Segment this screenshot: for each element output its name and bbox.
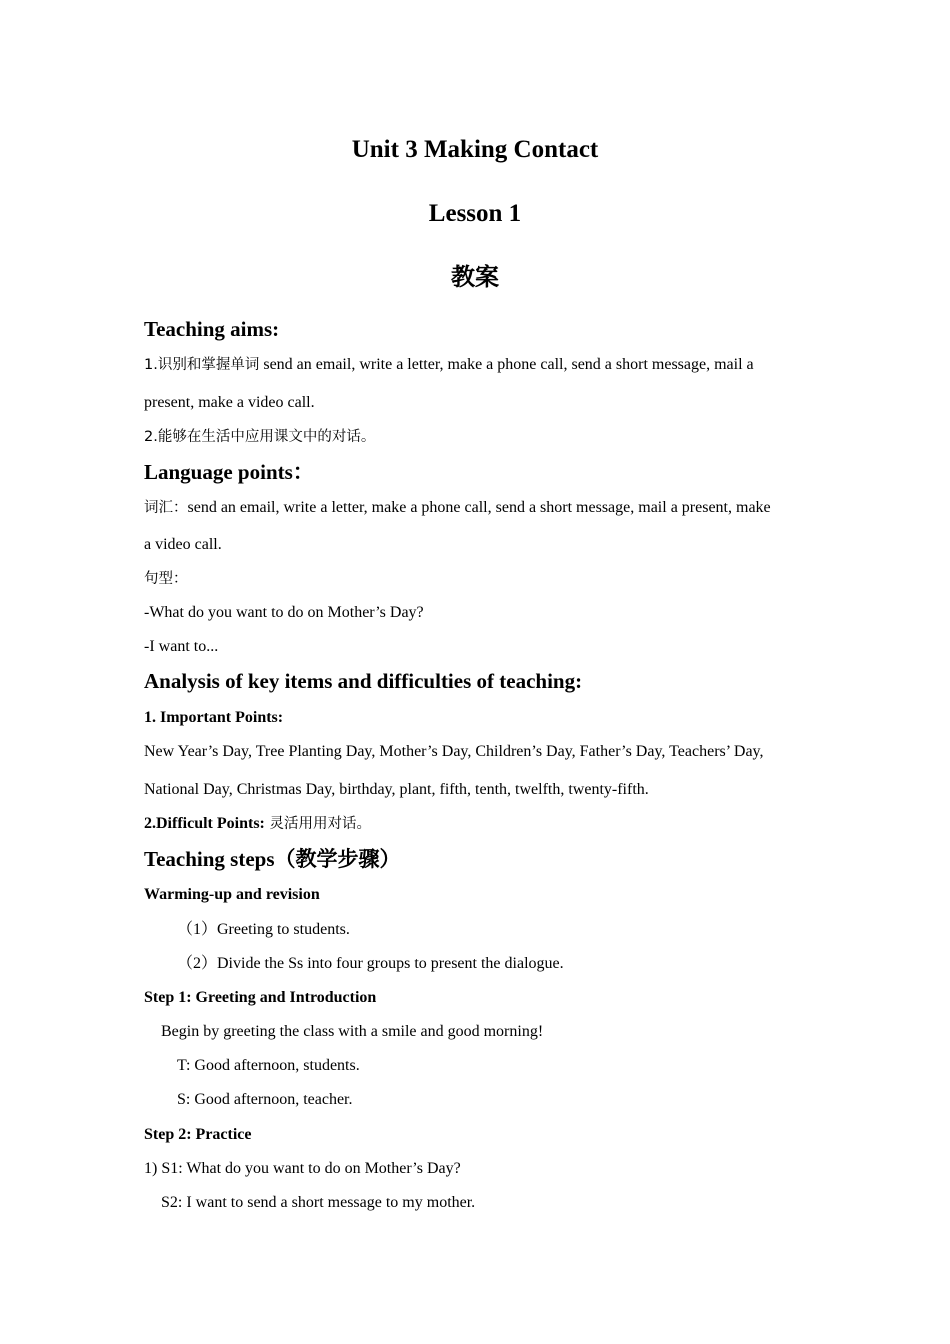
document-title: Unit 3 Making Contact bbox=[351, 136, 599, 163]
step2-line-1: 1) S1: What do you want to do on Mother’s Day? bbox=[144, 1160, 461, 1177]
step1-line-1: Begin by greeting the class with a smile and good morning! bbox=[161, 1023, 544, 1040]
warmup-item-2: （2）Divide the Ss into four groups to present the dialogue. bbox=[177, 955, 564, 972]
lesson-title: Lesson 1 bbox=[428, 200, 522, 227]
warmup-item-1: （1）Greeting to students. bbox=[177, 921, 350, 938]
sentence-pattern-1: -What do you want to do on Mother’s Day? bbox=[144, 604, 424, 621]
sentence-pattern-label: 句型： bbox=[144, 571, 188, 587]
difficult-points: 2.Difficult Points: 灵活用用对话。 bbox=[144, 815, 371, 832]
vocabulary-line-cont: a video call. bbox=[144, 536, 222, 553]
teaching-aims-heading: Teaching aims: bbox=[144, 317, 280, 341]
warmup-label: Warming-up and revision bbox=[144, 886, 320, 903]
important-points-label: 1. Important Points: bbox=[144, 709, 284, 726]
document-kind-title: 教案 bbox=[451, 263, 499, 291]
analysis-heading: Analysis of key items and difficulties of teaching: bbox=[144, 669, 583, 693]
important-points-line-cont: National Day, Christmas Day, birthday, plant, fifth, tenth, twelfth, twenty-fifth. bbox=[144, 781, 649, 798]
step2-label: Step 2: Practice bbox=[144, 1126, 252, 1143]
step2-line-2: S2: I want to send a short message to my mother. bbox=[161, 1194, 476, 1211]
vocabulary-line: 词汇：send an email, write a letter, make a phone call, send a short message, mail a present, make bbox=[144, 499, 771, 516]
step1-line-3: S: Good afternoon, teacher. bbox=[177, 1091, 353, 1108]
teaching-aim-1-cont: present, make a video call. bbox=[144, 394, 315, 411]
teaching-steps-heading: Teaching steps（教学步骤） bbox=[144, 847, 401, 871]
language-points-heading: Language points： bbox=[144, 460, 314, 484]
teaching-aim-1: 1.识别和掌握单词 send an email, write a letter, make a phone call, send a short message, mail a bbox=[144, 356, 754, 373]
important-points-line: New Year’s Day, Tree Planting Day, Mother’s Day, Children’s Day, Father’s Day, Teachers’ Day, bbox=[144, 743, 764, 760]
teaching-aim-2: 2.能够在生活中应用课文中的对话。 bbox=[144, 429, 376, 445]
sentence-pattern-2: -I want to... bbox=[144, 638, 219, 655]
step1-label: Step 1: Greeting and Introduction bbox=[144, 989, 377, 1006]
step1-line-2: T: Good afternoon, students. bbox=[177, 1057, 360, 1074]
